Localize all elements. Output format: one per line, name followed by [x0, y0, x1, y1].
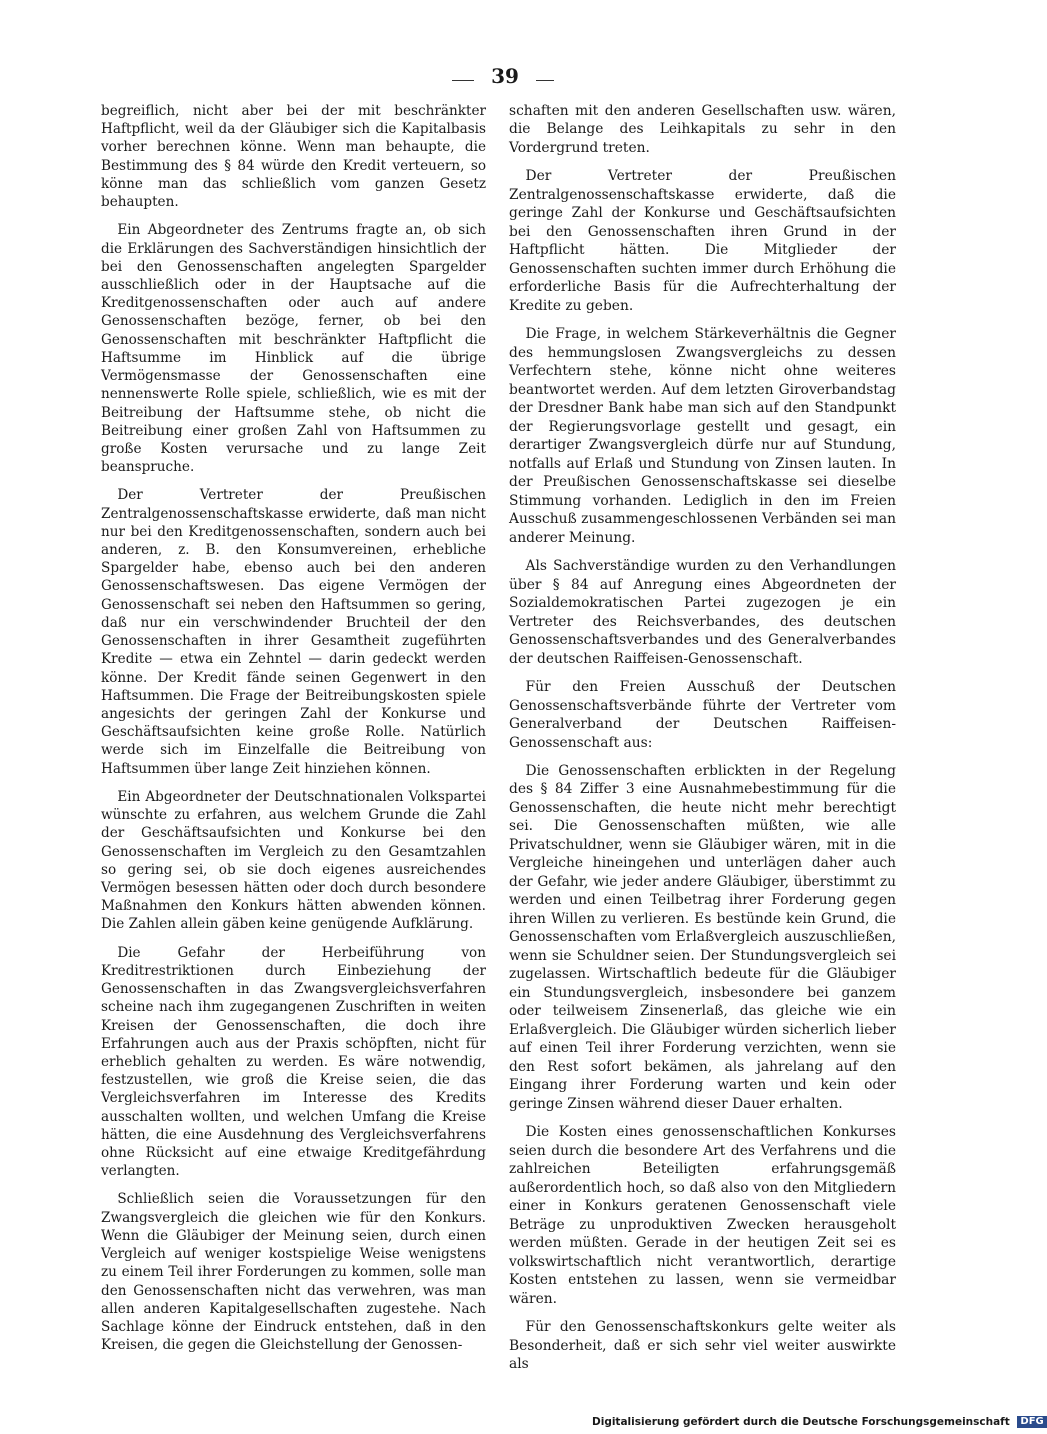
- paragraph: Für den Freien Ausschuß der Deutschen Genossenschaftsverbände führte der Vertreter vom Generalverband der Deutschen Raiffeisen-Genossenschaft aus:: [509, 679, 896, 751]
- paragraph: schaften mit den anderen Gesellschaften usw. wären, die Belange des Leihkapitals zu sehr in den Vordergrund treten.: [509, 103, 896, 156]
- paragraph: Die Kosten eines genossenschaftlichen Konkurses seien durch die besondere Art des Verfahrens und die zahlreichen Beteiligten erfahrungsgemäß außerordentlich hoch, so daß also von den Mitgliedern einer in Konkurs geratenen Genossenschaft viele Beträge zu unproduktiven Zwecken herausgeholt werden müßten. Gerade in der heutigen Zeit sei es volkswirtschaftlich nicht verantwortlich, derartige Kosten entstehen zu lassen, wenn sie vermeidbar wären.: [509, 1124, 896, 1307]
- paragraph: Ein Abgeordneter des Zentrums fragte an, ob sich die Erklärungen des Sachverständigen hinsichtlich der bei den Genossenschaften angelegten Spargelder ausschließlich oder in der Hauptsache auf die Kreditgenossenschaften oder auch auf andere Genossenschaften bezöge, ferner, ob bei den Genossenschaften mit beschränkter Haftpflicht die Haftsumme im Hinblick auf die übrige Vermögensmasse der Genossenschaften eine nennenswerte Rolle spiele, schließlich, wie es mit der Beitreibung der Haftsumme stehe, ob nicht die Beitreibung einer großen Zahl von Haftsummen zu große Kosten verursache und zu lange Zeit beanspruche.: [101, 222, 486, 476]
- paragraph: Schließlich seien die Voraussetzungen für den Zwangsvergleich die gleichen wie für den Konkurs. Wenn die Gläubiger der Meinung seien, durch einen Vergleich auf weniger kostspielige Weise wenigstens zu einem Teil ihrer Forderungen zu kommen, solle man den Genossenschaften nicht das verwehren, was man allen anderen Kapitalgesellschaften zugestehe. Nach Sachlage könne der Eindruck entstehen, daß in den Kreisen, die gegen die Gleichstellung der Genossen-: [101, 1191, 486, 1354]
- paragraph: Die Frage, in welchem Stärkeverhältnis die Gegner des hemmungslosen Zwangsvergleichs zu dessen Verfechtern stehe, könne nicht ohne weiteres beantwortet werden. Auf dem letzten Giroverbandstag der Dresdner Bank habe man sich auf den Standpunkt der Regierungsvorlage gestellt und gesagt, ein derartiger Zwangsvergleich dürfe nur auf Stundung, notfalls auf Erlaß und Stundung von Zinsen lauten. In der Preußischen Genossenschaftskasse sei dieselbe Stimmung vorhanden. Lediglich in den im Freien Ausschuß zusammengeschlossenen Verbänden sei man anderer Meinung.: [509, 326, 896, 546]
- dfg-logo: DFG: [1017, 1416, 1046, 1428]
- digitization-credit: [592, 1416, 1044, 1430]
- page-number: 39: [491, 64, 519, 88]
- credit-text: Digitalisierung gefördert durch die Deutsche Forschungsgemeinschaft: [592, 1416, 1010, 1428]
- paragraph: begreiflich, nicht aber bei der mit beschränkter Haftpflicht, weil da der Gläubiger sich die Kapitalbasis vorher berechnen könne. Wenn man behaupte, die Bestimmung des § 84 würde den Kredit verteuern, so könne man das schließlich vom ganzen Gesetz behaupten.: [101, 103, 486, 211]
- right-column: [509, 102, 896, 1383]
- paragraph: Die Gefahr der Herbeiführung von Kreditrestriktionen durch Einbeziehung der Genossenschaften in das Zwangsvergleichsverfahren scheine nach ihm zugegangenen Zuschriften in weiten Kreisen der Genossenschaften, die doch ihre Erfahrungen auch aus der Praxis schöpften, nicht für erheblich gehalten zu werden. Es wäre notwendig, festzustellen, wie groß die Kreise seien, die das Vergleichsverfahren im Interesse des Kredits ausschalten wollten, und welchen Umfang die Kreise hätten, die eine Ausdehnung des Vergleichsverfahrens ohne Rücksicht auf eine etwaige Kreditgefährdung verlangten.: [101, 944, 486, 1180]
- paragraph: Als Sachverständige wurden zu den Verhandlungen über § 84 auf Anregung eines Abgeordneten der Sozialdemokratischen Partei zugezogen je ein Vertreter des Reichsverbandes, des deutschen Genossenschaftsverbandes und des Generalverbandes der deutschen Raiffeisen-Genossenschaft.: [509, 558, 896, 667]
- paragraph: Der Vertreter der Preußischen Zentralgenossenschaftskasse erwiderte, daß man nicht nur bei den Kreditgenossenschaften, sondern auch bei anderen, z. B. den Konsumvereinen, erhebliche Spargelder habe, ebenso auch bei den anderen Genossenschaftswesen. Das eigene Vermögen der Genossenschaft sei neben den Haftsummen so gering, daß nur ein verschwindender Bruchteil der den Genossenschaften in ihrer Gesamtheit zugeführten Kredite — etwa ein Zehntel — darin gedeckt werden könne. Der Kredit fände seinen Gegenwert in den Haftsummen. Die Frage der Beitreibungskosten spiele angesichts der geringen Zahl der Konkurse und Geschäftsaufsichten keine große Rolle. Natürlich werde sich im Einzelfalle die Beitreibung von Haftsummen über lange Zeit hinziehen können.: [101, 487, 486, 777]
- paragraph: Der Vertreter der Preußischen Zentralgenossenschaftskasse erwiderte, daß die geringe Zahl der Konkurse und Geschäftsaufsichten bei den Genossenschaften ihren Grund in der Haftpflicht hätten. Die Mitglieder der Genossenschaften suchten immer durch Erhöhung die erforderliche Basis für die Aufrechterhaltung der Kredite zu geben.: [509, 168, 896, 314]
- header-rule-right: [536, 80, 554, 81]
- header-rule-left: [452, 80, 474, 81]
- paragraph: Die Genossenschaften erblickten in der Regelung des § 84 Ziffer 3 eine Ausnahmebestimmung für die Genossenschaften, die heute nicht mehr berechtigt sei. Die Genossenschaften müßten, wie alle Privatschuldner, wenn sie Gläubiger wären, mit in die Vergleiche hineingehen und unterlägen daher auch der Gefahr, wie jeder andere Gläubiger, überstimmt zu werden und einen Teilbetrag ihrer Forderung gegen ihren Willen zu verlieren. Es bestünde kein Grund, die Genossenschaften vom Erlaßvergleich auszuschließen, wenn sie Schuldner seien. Der Stundungsvergleich sei zugelassen. Wirtschaftlich bedeute für die Gläubiger ein Stundungsvergleich, insbesondere bei ganzem oder teilweisem Zinsenerlaß, das gleiche wie ein Erlaßvergleich. Die Gläubiger würden sicherlich lieber auf einen Teil ihrer Forderung verzichten, wenn sie den Rest sofort bekämen, als jahrelang auf den Eingang ihrer Forderung warten und kein oder geringe Zinsen während dieser Dauer erhalten.: [509, 762, 896, 1112]
- left-column: [101, 102, 486, 1364]
- paragraph: Ein Abgeordneter der Deutschnationalen Volkspartei wünschte zu erfahren, aus welchem Grunde die Zahl der Geschäftsaufsichten und Konkurse bei den Genossenschaften im Vergleich zu den Gesamtzahlen so gering sei, ob sie doch eigenes ausreichendes Vermögen besessen hätten oder doch durch besondere Maßnahmen den Konkurs hätten abwenden können. Die Zahlen allein gäben keine genügende Aufklärung.: [101, 788, 486, 933]
- paragraph: Für den Genossenschaftskonkurs gelte weiter als Besonderheit, daß er sich sehr viel weiter auswirkte als: [509, 1319, 896, 1372]
- page-header: [0, 64, 1000, 94]
